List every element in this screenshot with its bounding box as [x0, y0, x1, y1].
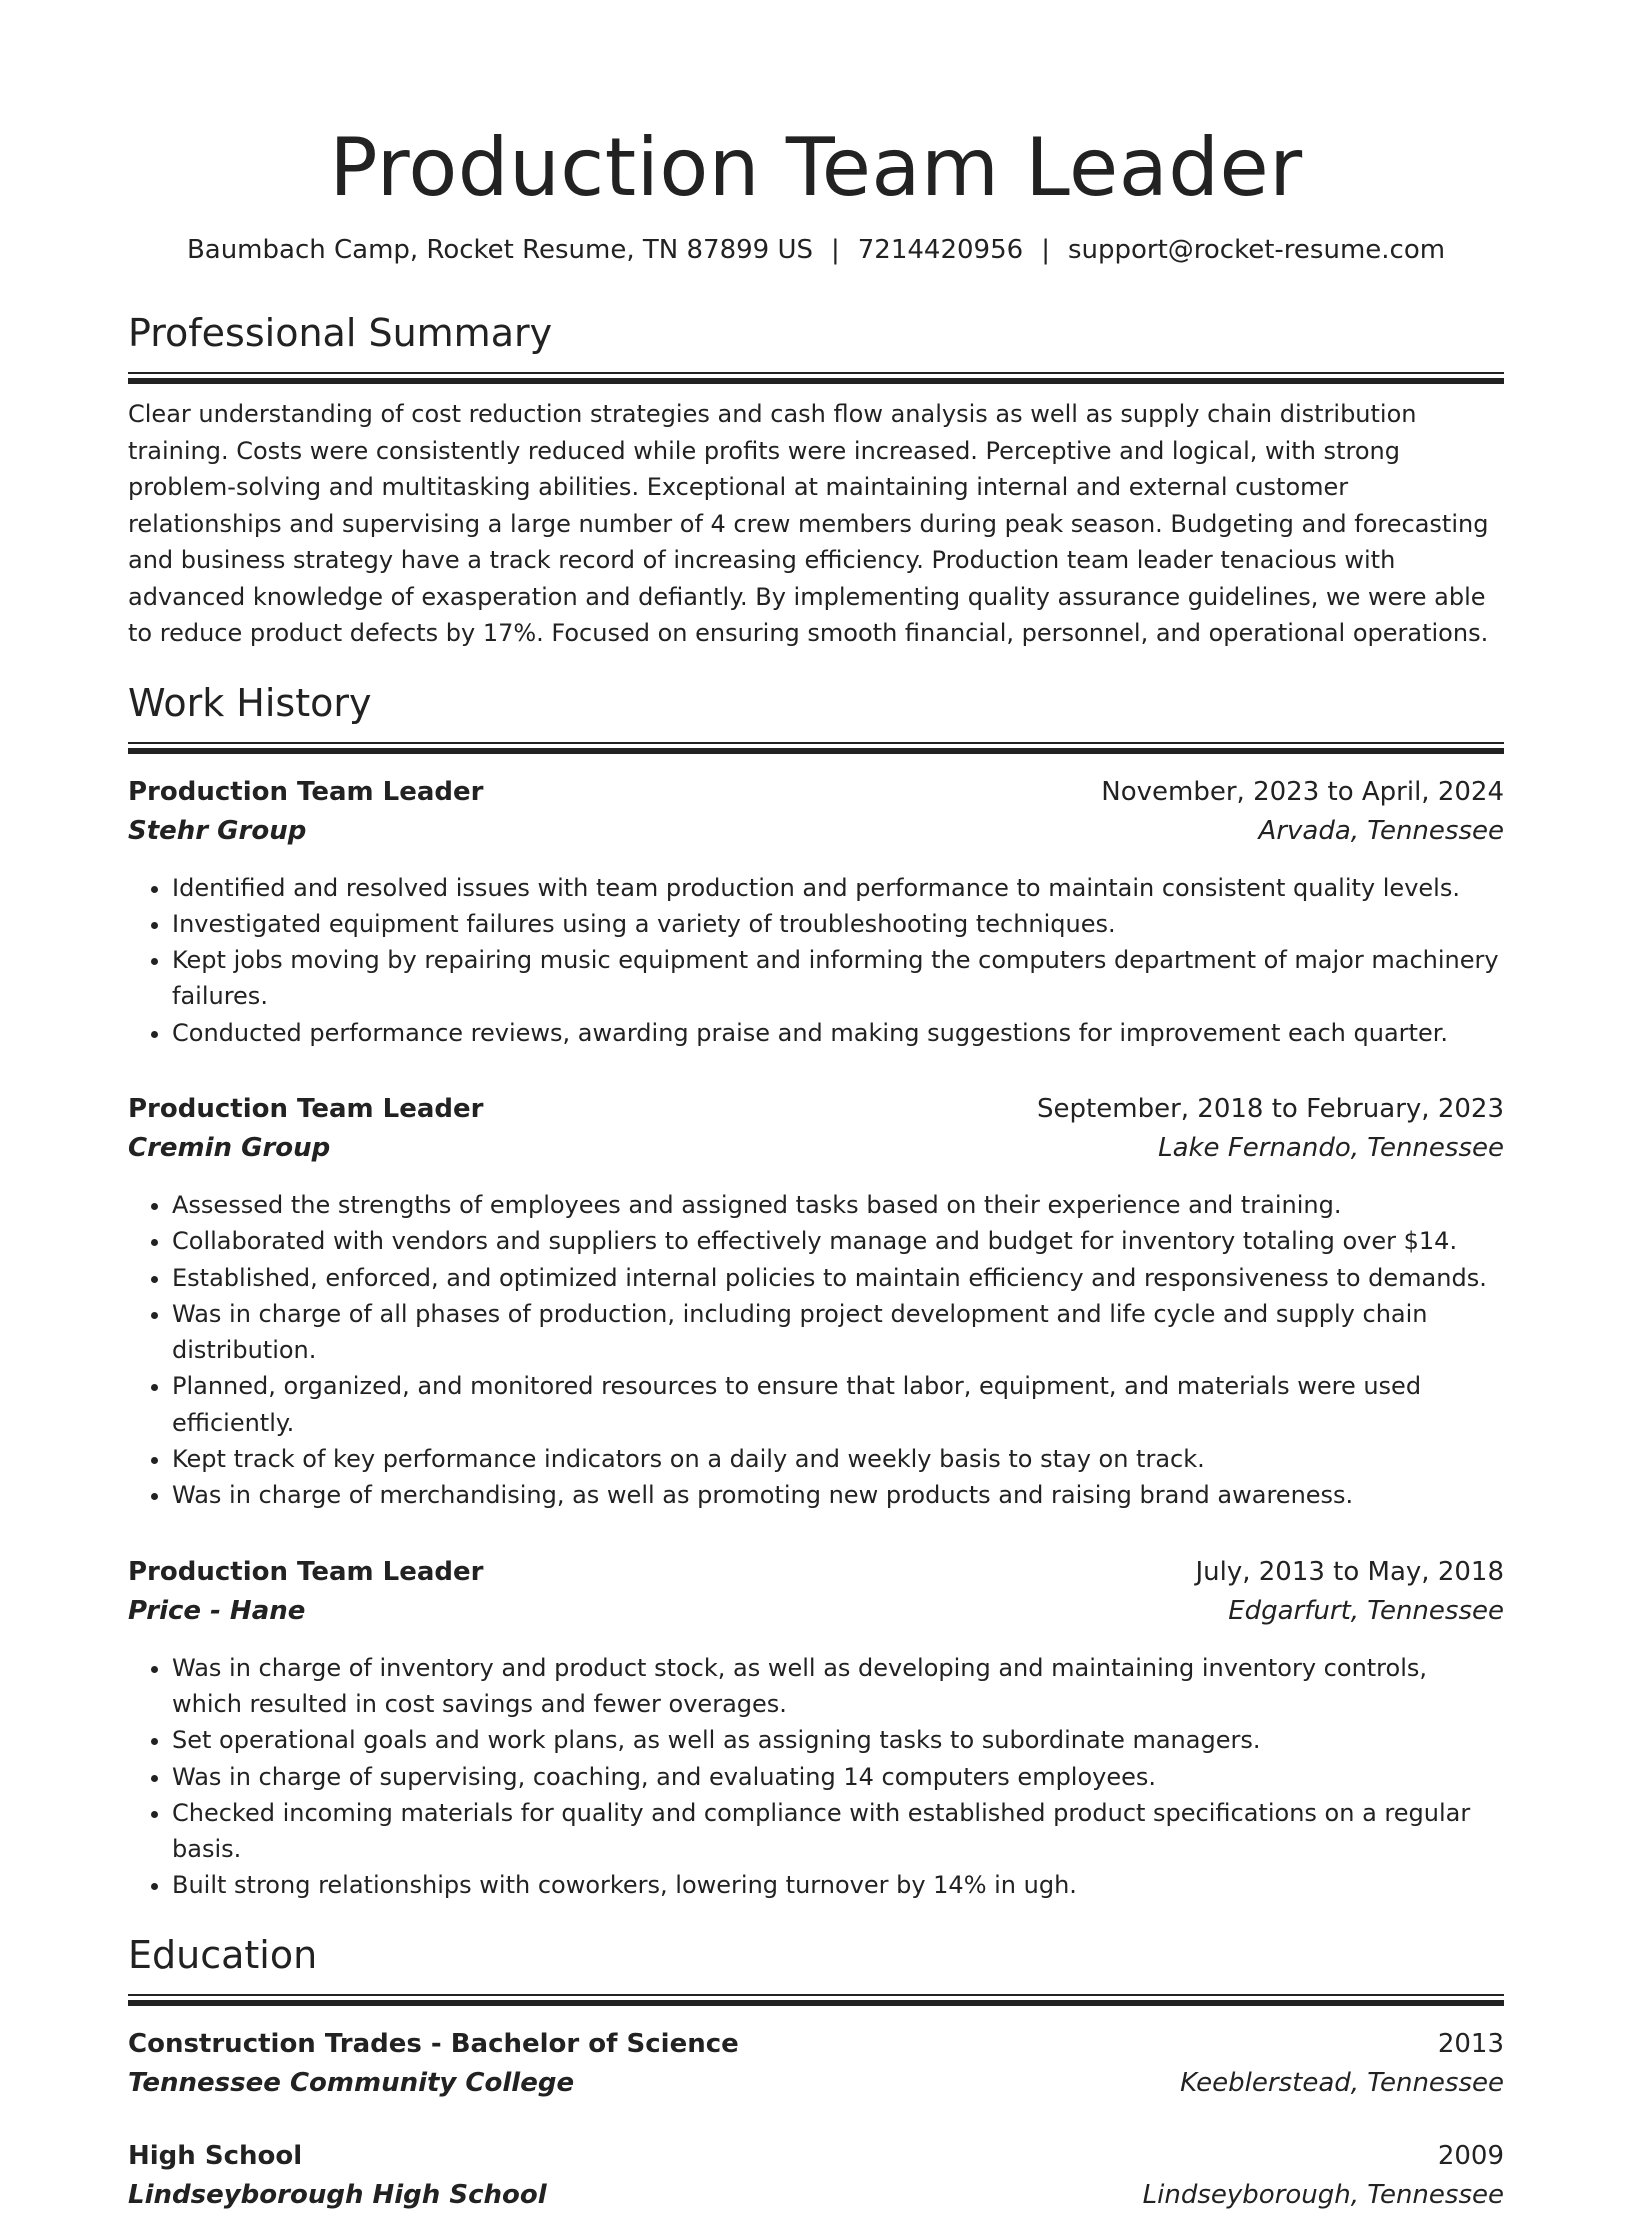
education-degree: Construction Trades - Bachelor of Science	[128, 2028, 739, 2059]
job-bullet: • Collaborated with vendors and suppliers to effectively manage and budget for inventory totaling over $14.	[172, 1223, 1504, 1259]
job-bullets	[128, 1650, 1504, 1904]
education-location: Keeblerstead, Tennessee	[1180, 2067, 1504, 2098]
education-entry	[128, 2136, 1504, 2214]
contact-separator: |	[831, 235, 840, 265]
education-year: 2013	[1437, 2028, 1504, 2059]
contact-phone: 7214420956	[857, 235, 1024, 265]
work-history-section	[128, 678, 1504, 1904]
job-dates: September, 2018 to February, 2023	[1037, 1093, 1504, 1124]
job-dates: July, 2013 to May, 2018	[1195, 1556, 1504, 1587]
summary-text: Clear understanding of cost reduction strategies and cash flow analysis as well as supply chain distribution training. Costs were consistently reduced while profits were increased. Perceptive and logical, with strong problem-solving and multitasking abilities. Exceptional at maintaining internal and external customer relationships and supervising a large number of 4 crew members during peak season. Budgeting and forecasting and business strategy have a track record of increasing efficiency. Production team leader tenacious with advanced knowledge of exasperation and defiantly. By implementing quality assurance guidelines, we were able to reduce product defects by 17%. Focused on ensuring smooth financial, personnel, and operational operations.	[128, 400, 1489, 647]
job-title: Production Team Leader	[128, 1093, 484, 1124]
job-bullet: • Established, enforced, and optimized internal policies to maintain efficiency and responsiveness to demands.	[172, 1260, 1504, 1296]
job-location: Edgarfurt, Tennessee	[1228, 1595, 1504, 1626]
education-location: Lindseyborough, Tennessee	[1142, 2179, 1504, 2210]
job-bullet: • Checked incoming materials for quality and compliance with established product specifications on a regular basis.	[172, 1795, 1504, 1868]
work-history-heading: Work History	[128, 680, 372, 725]
contact-email: support@rocket-resume.com	[1067, 235, 1446, 265]
job-bullet: • Was in charge of all phases of production, including project development and life cycle and supply chain distribution.	[172, 1296, 1504, 1369]
resume-title: Production Team Leader	[329, 121, 1303, 214]
contact-separator: |	[1041, 235, 1050, 265]
job-bullet: • Kept jobs moving by repairing music equipment and informing the computers department of major machinery failures.	[172, 942, 1504, 1015]
job-title: Production Team Leader	[128, 776, 484, 807]
education-entry	[128, 2024, 1504, 2102]
education-heading: Education	[128, 1932, 318, 1977]
job-entry	[128, 1089, 1504, 1514]
job-bullet: • Kept track of key performance indicators on a daily and weekly basis to stay on track.	[172, 1441, 1504, 1477]
job-bullet: • Was in charge of supervising, coaching, and evaluating 14 computers employees.	[172, 1759, 1504, 1795]
job-company: Price - Hane	[128, 1595, 306, 1626]
summary-heading: Professional Summary	[128, 311, 553, 355]
job-bullets	[128, 870, 1504, 1051]
education-degree: High School	[128, 2140, 303, 2171]
job-bullet: • Investigated equipment failures using a variety of troubleshooting techniques.	[172, 906, 1504, 942]
summary-section	[128, 308, 1504, 652]
education-section	[128, 1930, 1504, 2214]
job-bullet: • Built strong relationships with coworkers, lowering turnover by 14% in ugh.	[172, 1867, 1504, 1903]
job-company: Cremin Group	[128, 1132, 331, 1163]
job-title: Production Team Leader	[128, 1556, 484, 1587]
section-rule	[128, 1994, 1504, 2006]
job-bullet: • Set operational goals and work plans, as well as assigning tasks to subordinate managers.	[172, 1722, 1504, 1758]
job-entry	[128, 1552, 1504, 1904]
job-bullet: • Conducted performance reviews, awarding praise and making suggestions for improvement each quarter.	[172, 1015, 1504, 1051]
job-dates: November, 2023 to April, 2024	[1101, 776, 1504, 807]
job-bullet: • Was in charge of inventory and product stock, as well as developing and maintaining inventory controls, which resulted in cost savings and fewer overages.	[172, 1650, 1504, 1723]
section-rule	[128, 372, 1504, 384]
education-year: 2009	[1437, 2140, 1504, 2171]
contact-address: Baumbach Camp, Rocket Resume, TN 87899 US	[186, 235, 813, 265]
job-bullet: • Identified and resolved issues with team production and performance to maintain consistent quality levels.	[172, 870, 1504, 906]
job-bullets	[128, 1187, 1504, 1514]
job-company: Stehr Group	[128, 815, 307, 846]
job-bullet: • Assessed the strengths of employees and assigned tasks based on their experience and training.	[172, 1187, 1504, 1223]
job-location: Arvada, Tennessee	[1258, 815, 1504, 846]
section-rule	[128, 742, 1504, 754]
job-bullet: • Planned, organized, and monitored resources to ensure that labor, equipment, and materials were used efficiently.	[172, 1368, 1504, 1441]
job-entry	[128, 772, 1504, 1051]
education-school: Tennessee Community College	[128, 2067, 575, 2098]
education-school: Lindseyborough High School	[128, 2179, 547, 2210]
job-bullet: • Was in charge of merchandising, as well as promoting new products and raising brand awareness.	[172, 1477, 1504, 1513]
contact-line	[128, 232, 1504, 268]
job-location: Lake Fernando, Tennessee	[1158, 1132, 1504, 1163]
